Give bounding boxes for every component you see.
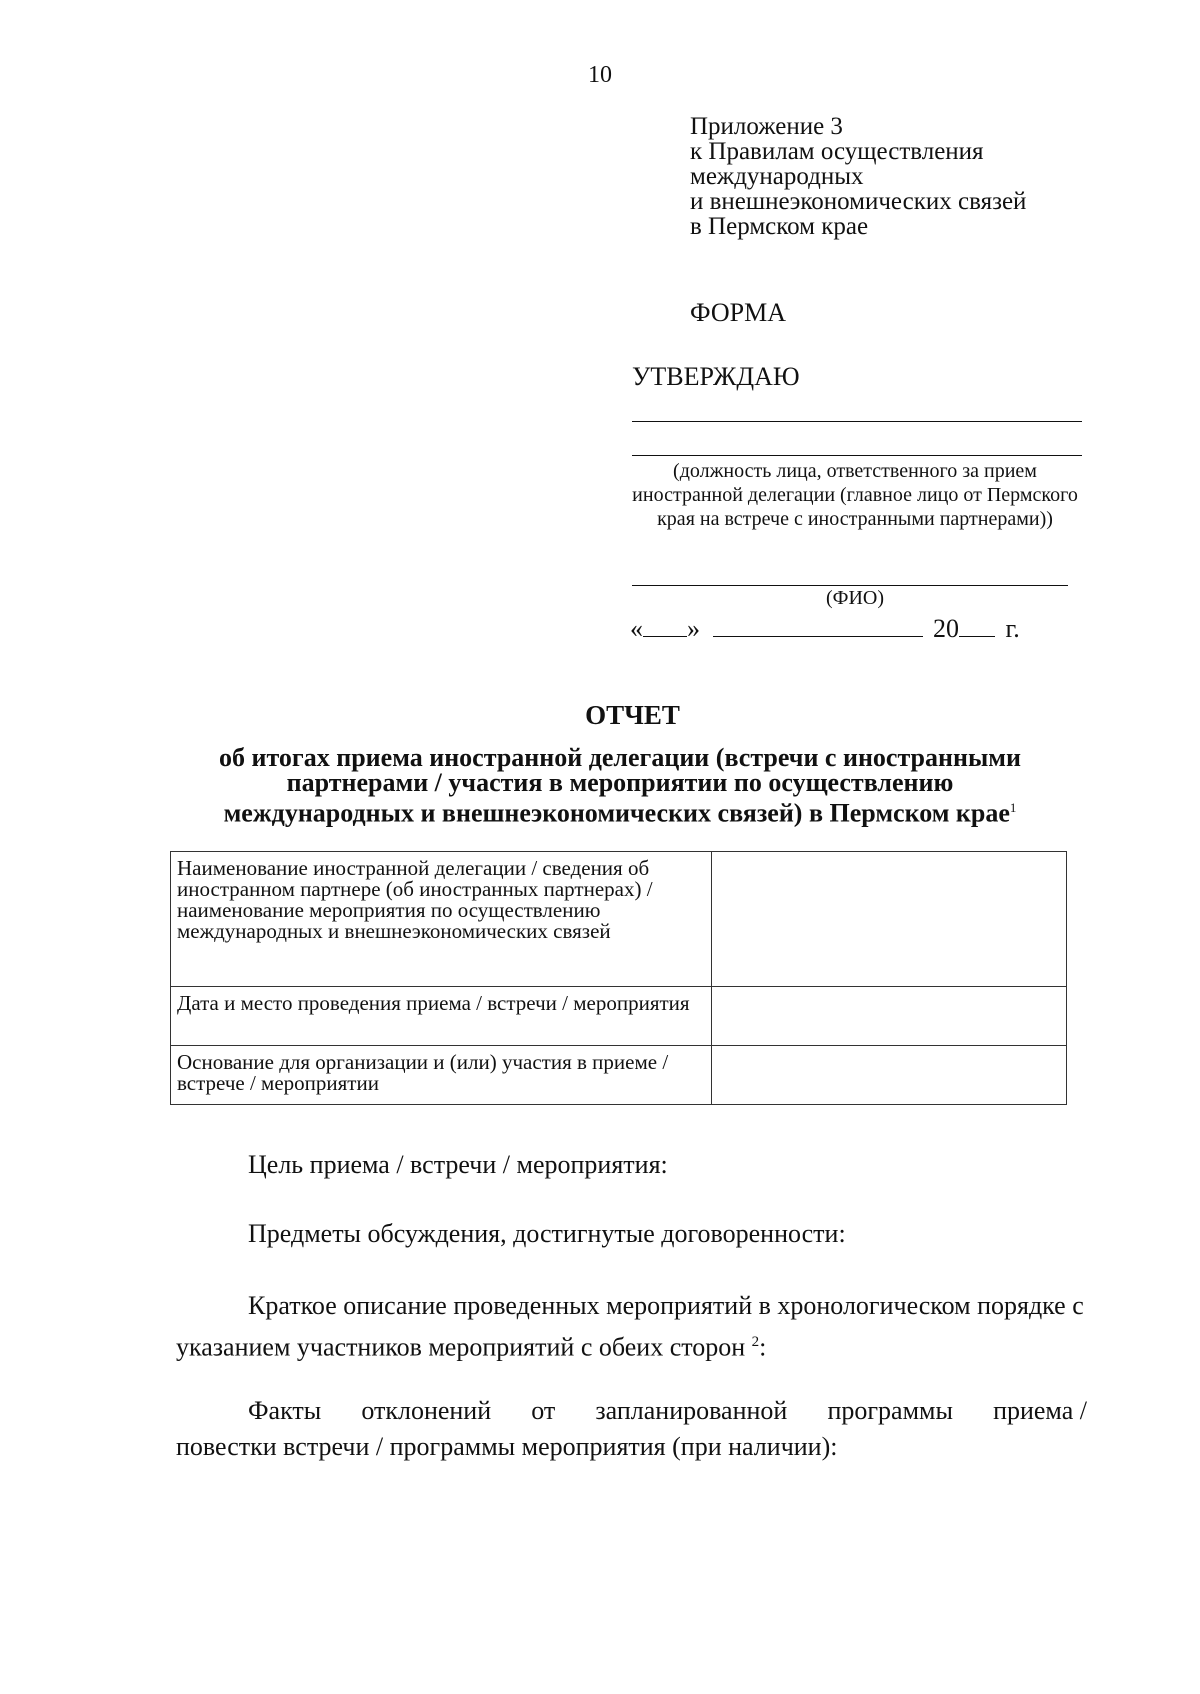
deviations-word: программы bbox=[827, 1396, 953, 1425]
page-number: 10 bbox=[588, 62, 612, 88]
deviations-word: запланированной bbox=[595, 1396, 788, 1425]
deviations-word: приема / bbox=[993, 1396, 1087, 1425]
date-close-quote: » bbox=[687, 614, 700, 643]
form-label: ФОРМА bbox=[690, 298, 786, 327]
appendix-line: и внешнеэкономических связей bbox=[690, 188, 1027, 215]
info-table bbox=[170, 851, 1067, 1105]
month-blank bbox=[713, 612, 923, 637]
table-value-cell[interactable] bbox=[712, 852, 1067, 987]
day-blank bbox=[643, 612, 687, 637]
deviations-word: Факты bbox=[248, 1396, 322, 1425]
table-value-cell[interactable] bbox=[712, 1046, 1067, 1105]
signature-line-1 bbox=[632, 421, 1082, 422]
report-subtitle bbox=[160, 745, 1080, 826]
table-row bbox=[171, 852, 1067, 987]
appendix-header bbox=[690, 114, 1026, 239]
approve-label: УТВЕРЖДАЮ bbox=[632, 362, 800, 391]
subtitle-line: об итогах приема иностранной делегации (встречи с иностранными bbox=[219, 743, 1021, 772]
goal-section: Цель приема / встречи / мероприятия: bbox=[248, 1150, 668, 1179]
footnote-marker: 2 bbox=[751, 1334, 760, 1350]
table-row bbox=[171, 987, 1067, 1046]
appendix-line: международных bbox=[690, 163, 864, 190]
description-section bbox=[176, 1288, 1096, 1366]
signature-line-2 bbox=[632, 455, 1082, 456]
position-caption: (должность лица, ответственного за прием иностранной делегации (главное лицо от Пермского края на встрече с иностранными партнерами)) bbox=[632, 460, 1078, 530]
table-label-cell: Дата и место проведения приема / встречи / мероприятия bbox=[171, 987, 712, 1046]
fio-line bbox=[632, 585, 1068, 586]
year-prefix: 20 bbox=[933, 614, 959, 643]
table-label-cell: Наименование иностранной делегации / сведения об иностранном партнере (об иностранных партнерах) / наименование мероприятия по осуществлению международных и внешнеэкономических связей bbox=[171, 852, 712, 987]
footnote-marker: 1 bbox=[1009, 800, 1017, 815]
deviations-word: от bbox=[531, 1396, 556, 1425]
appendix-line: Приложение 3 bbox=[690, 113, 843, 140]
fio-caption: (ФИО) bbox=[825, 587, 884, 609]
appendix-line: в Пермском крае bbox=[690, 213, 869, 240]
table-value-cell[interactable] bbox=[712, 987, 1067, 1046]
deviations-word: отклонений bbox=[361, 1396, 492, 1425]
deviations-section bbox=[176, 1393, 1087, 1465]
year-blank bbox=[959, 612, 995, 637]
date-open-quote: « bbox=[630, 614, 643, 643]
description-end: : bbox=[759, 1332, 767, 1362]
subtitle-line: международных и внешнеэкономических связей) в Пермском крае bbox=[223, 798, 1010, 828]
year-suffix: г. bbox=[1005, 614, 1020, 643]
subtitle-line: партнерами / участия в мероприятии по осуществлению bbox=[286, 768, 954, 797]
table-row bbox=[171, 1046, 1067, 1105]
report-title: ОТЧЕТ bbox=[585, 700, 680, 730]
subjects-section: Предметы обсуждения, достигнутые договоренности: bbox=[248, 1219, 846, 1248]
table-label-cell: Основание для организации и (или) участия в приеме / встрече / мероприятии bbox=[171, 1046, 712, 1105]
description-text: Краткое описание проведенных мероприятий в хронологическом порядке с указанием участников мероприятий с обеих сторон bbox=[176, 1291, 1084, 1362]
date-line bbox=[630, 612, 1020, 644]
appendix-line: к Правилам осуществления bbox=[690, 138, 984, 165]
deviations-line: повестки встречи / программы мероприятия (при наличии): bbox=[176, 1432, 838, 1461]
